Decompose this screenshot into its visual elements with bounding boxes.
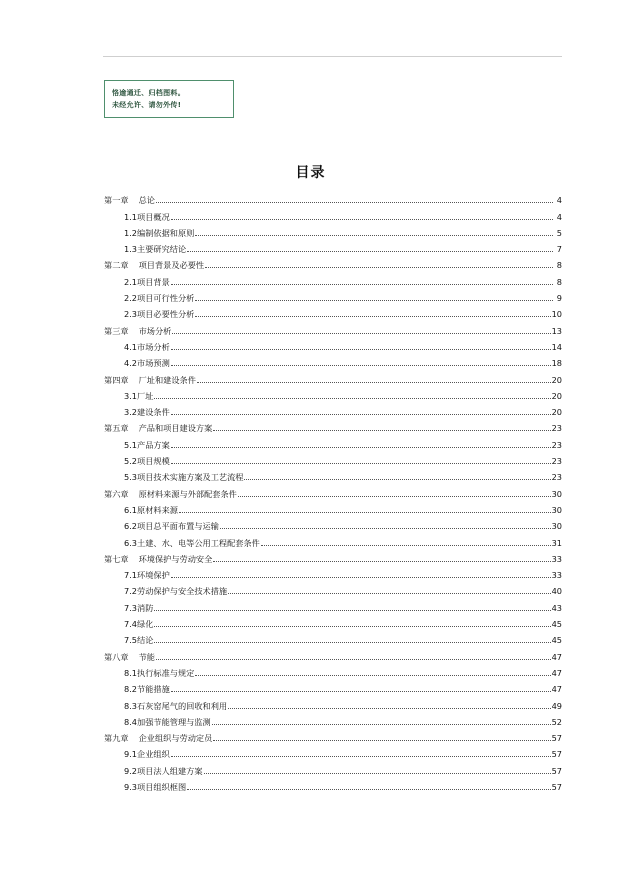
toc-entry-title: 消防 xyxy=(137,602,154,613)
toc-chapter-entry[interactable] xyxy=(104,418,562,434)
toc-entry-title: 结论 xyxy=(137,635,154,646)
toc-entry-title: 原材料来源与外部配套条件 xyxy=(138,488,237,499)
toc-entry-number: 2.2 xyxy=(124,293,138,304)
toc-entry-label xyxy=(104,375,196,386)
toc-section-entry[interactable] xyxy=(104,679,562,695)
toc-entry-number: 第三章 xyxy=(104,325,129,336)
toc-entry-title: 项目可行性分析 xyxy=(137,293,195,304)
toc-page-number: 31 xyxy=(551,537,562,548)
toc-section-entry[interactable] xyxy=(104,581,562,597)
toc-entry-number: 6.1 xyxy=(124,504,138,515)
toc-entry-label xyxy=(124,619,153,630)
toc-dot-leader xyxy=(238,496,551,497)
toc-dot-leader xyxy=(171,365,551,366)
toc-entry-title: 市场分析 xyxy=(137,341,170,352)
toc-entry-number: 5.1 xyxy=(124,439,138,450)
toc-dot-leader xyxy=(171,691,551,692)
toc-entry-label xyxy=(124,603,153,614)
toc-entry-title: 土建、水、电等公用工程配套条件 xyxy=(137,537,260,548)
toc-entry-title: 原材料来源 xyxy=(137,504,178,515)
toc-dot-leader xyxy=(213,740,550,741)
toc-section-entry[interactable] xyxy=(104,663,562,679)
toc-entry-number: 第四章 xyxy=(104,374,129,385)
toc-dot-leader xyxy=(171,577,551,578)
toc-dot-leader xyxy=(154,398,550,399)
toc-entry-label xyxy=(124,391,153,402)
toc-entry-number: 7.4 xyxy=(124,619,138,630)
notice-stamp xyxy=(104,80,234,118)
toc-page-number: 57 xyxy=(551,765,562,776)
toc-entry-title: 项目必要性分析 xyxy=(137,309,195,320)
toc-entry-label xyxy=(104,326,171,337)
toc-section-entry[interactable] xyxy=(104,239,562,255)
toc-page-number: 45 xyxy=(551,635,562,646)
toc-section-entry[interactable] xyxy=(104,353,562,369)
toc-dot-leader xyxy=(187,251,553,252)
toc-entry-label xyxy=(124,717,211,728)
toc-section-entry[interactable] xyxy=(104,434,562,450)
table-of-contents xyxy=(104,190,562,793)
toc-entry-label xyxy=(124,228,194,239)
toc-entry-number: 8.2 xyxy=(124,684,138,695)
toc-entry-title: 环境保护 xyxy=(137,570,170,581)
toc-section-entry[interactable] xyxy=(104,760,562,776)
toc-dot-leader xyxy=(171,284,553,285)
toc-dot-leader xyxy=(244,479,550,480)
toc-entry-number: 7.1 xyxy=(124,570,138,581)
toc-page-number: 30 xyxy=(551,521,562,532)
toc-entry-number: 6.3 xyxy=(124,537,138,548)
toc-dot-leader xyxy=(171,463,551,464)
toc-dot-leader xyxy=(195,675,550,676)
toc-section-entry[interactable] xyxy=(104,712,562,728)
toc-entry-label xyxy=(104,652,155,663)
toc-entry-title: 企业组织与劳动定员 xyxy=(138,733,213,744)
toc-entry-number: 8.3 xyxy=(124,700,138,711)
toc-entry-label xyxy=(124,440,170,451)
toc-entry-label xyxy=(124,342,170,353)
toc-section-entry[interactable] xyxy=(104,467,562,483)
toc-page-number: 14 xyxy=(551,341,562,352)
toc-entry-number: 第二章 xyxy=(104,260,129,271)
toc-entry-label xyxy=(104,423,212,434)
toc-page-number: 4 xyxy=(556,195,562,206)
toc-entry-number: 9.1 xyxy=(124,749,138,760)
toc-page-number: 8 xyxy=(556,260,562,271)
toc-section-entry[interactable] xyxy=(104,402,562,418)
toc-entry-title: 项目背景及必要性 xyxy=(138,260,205,271)
toc-page-number: 30 xyxy=(551,488,562,499)
toc-entry-title: 市场预测 xyxy=(137,358,170,369)
toc-section-entry[interactable] xyxy=(104,744,562,760)
toc-page-number: 20 xyxy=(551,407,562,418)
toc-dot-leader xyxy=(261,545,551,546)
toc-section-entry[interactable] xyxy=(104,565,562,581)
stamp-line-1: 恪逾通迁、归档图料。 xyxy=(112,89,185,97)
toc-entry-title: 厂址 xyxy=(137,390,154,401)
toc-section-entry[interactable] xyxy=(104,271,562,287)
toc-dot-leader xyxy=(154,642,550,643)
toc-entry-number: 第九章 xyxy=(104,733,129,744)
toc-entry-number: 1.1 xyxy=(124,211,138,222)
toc-entry-number: 9.3 xyxy=(124,781,138,792)
toc-dot-leader xyxy=(228,708,550,709)
toc-section-entry[interactable] xyxy=(104,386,562,402)
toc-dot-leader xyxy=(172,333,550,334)
toc-dot-leader xyxy=(187,789,550,790)
toc-dot-leader xyxy=(204,773,551,774)
toc-entry-title: 总论 xyxy=(138,195,155,206)
toc-page-number: 30 xyxy=(551,504,562,515)
toc-entry-label xyxy=(124,407,170,418)
toc-dot-leader xyxy=(212,724,551,725)
toc-entry-title: 产品方案 xyxy=(137,439,170,450)
toc-page-number: 4 xyxy=(556,211,562,222)
toc-page-number: 33 xyxy=(551,553,562,564)
toc-entry-label xyxy=(124,701,227,712)
toc-dot-leader xyxy=(171,447,551,448)
toc-dot-leader xyxy=(220,528,551,529)
toc-entry-title: 节能措施 xyxy=(137,684,170,695)
toc-page-number: 47 xyxy=(551,684,562,695)
toc-entry-number: 3.1 xyxy=(124,390,138,401)
toc-dot-leader xyxy=(205,267,553,268)
toc-entry-label xyxy=(124,212,170,223)
toc-entry-title: 加强节能管理与监测 xyxy=(137,716,211,727)
toc-page-number: 33 xyxy=(551,570,562,581)
toc-entry-label xyxy=(124,521,219,532)
toc-section-entry[interactable] xyxy=(104,532,562,548)
toc-entry-label xyxy=(104,195,155,206)
toc-page-number: 52 xyxy=(551,716,562,727)
toc-entry-number: 3.2 xyxy=(124,407,138,418)
toc-chapter-entry[interactable] xyxy=(104,320,562,336)
toc-page-number: 23 xyxy=(551,439,562,450)
toc-section-entry[interactable] xyxy=(104,206,562,222)
toc-entry-number: 1.2 xyxy=(124,227,138,238)
toc-entry-label xyxy=(124,586,227,597)
toc-section-entry[interactable] xyxy=(104,304,562,320)
toc-dot-leader xyxy=(195,235,553,236)
toc-page-number: 18 xyxy=(551,358,562,369)
toc-entry-label xyxy=(124,277,170,288)
toc-entry-label xyxy=(124,749,170,760)
toc-dot-leader xyxy=(171,414,551,415)
toc-dot-leader xyxy=(179,512,551,513)
toc-entry-title: 企业组织 xyxy=(137,749,170,760)
toc-entry-label xyxy=(124,782,186,793)
toc-page-number: 43 xyxy=(551,602,562,613)
toc-entry-title: 绿化 xyxy=(137,619,154,630)
toc-chapter-entry[interactable] xyxy=(104,728,562,744)
toc-entry-label xyxy=(124,293,194,304)
toc-entry-number: 5.3 xyxy=(124,472,138,483)
toc-section-entry[interactable] xyxy=(104,614,562,630)
toc-entry-title: 建设条件 xyxy=(137,407,170,418)
toc-entry-label xyxy=(124,635,153,646)
toc-dot-leader xyxy=(171,756,551,757)
toc-entry-label xyxy=(124,456,170,467)
toc-entry-label xyxy=(124,309,194,320)
toc-dot-leader xyxy=(197,382,551,383)
toc-page-number: 23 xyxy=(551,423,562,434)
toc-dot-leader xyxy=(171,219,553,220)
toc-entry-number: 8.4 xyxy=(124,716,138,727)
toc-entry-label xyxy=(124,668,194,679)
toc-page-number: 49 xyxy=(551,700,562,711)
toc-entry-label xyxy=(124,472,243,483)
toc-entry-label xyxy=(124,538,260,549)
toc-entry-title: 项目背景 xyxy=(137,276,170,287)
toc-entry-label xyxy=(104,260,204,271)
stamp-line-2: 未经允许、请勿外传! xyxy=(112,101,182,109)
toc-entry-number: 第五章 xyxy=(104,423,129,434)
toc-page-number: 9 xyxy=(556,293,562,304)
toc-entry-number: 第七章 xyxy=(104,553,129,564)
toc-entry-number: 4.2 xyxy=(124,358,138,369)
toc-page-number: 47 xyxy=(551,651,562,662)
toc-dot-leader xyxy=(154,610,550,611)
toc-section-entry[interactable] xyxy=(104,630,562,646)
toc-entry-number: 2.3 xyxy=(124,309,138,320)
toc-section-entry[interactable] xyxy=(104,597,562,613)
toc-entry-title: 项目规模 xyxy=(137,456,170,467)
toc-chapter-entry[interactable] xyxy=(104,646,562,662)
toc-section-entry[interactable] xyxy=(104,516,562,532)
toc-entry-title: 执行标准与规定 xyxy=(137,667,195,678)
toc-entry-number: 5.2 xyxy=(124,456,138,467)
toc-entry-label xyxy=(124,358,170,369)
toc-page-number: 47 xyxy=(551,667,562,678)
toc-entry-title: 项目技术实施方案及工艺流程 xyxy=(137,472,244,483)
toc-entry-label xyxy=(104,489,237,500)
toc-section-entry[interactable] xyxy=(104,223,562,239)
toc-section-entry[interactable] xyxy=(104,500,562,516)
toc-entry-label xyxy=(104,733,212,744)
toc-page-number: 40 xyxy=(551,586,562,597)
toc-entry-title: 环境保护与劳动安全 xyxy=(138,553,213,564)
toc-entry-title: 主要研究结论 xyxy=(137,244,187,255)
toc-entry-number: 7.2 xyxy=(124,586,138,597)
toc-section-entry[interactable] xyxy=(104,695,562,711)
toc-page-number: 20 xyxy=(551,390,562,401)
toc-page-number: 57 xyxy=(551,781,562,792)
toc-page-number: 23 xyxy=(551,456,562,467)
toc-page-number: 57 xyxy=(551,733,562,744)
toc-chapter-entry[interactable] xyxy=(104,549,562,565)
toc-dot-leader xyxy=(213,430,550,431)
toc-section-entry[interactable] xyxy=(104,451,562,467)
toc-chapter-entry[interactable] xyxy=(104,255,562,271)
toc-entry-number: 6.2 xyxy=(124,521,138,532)
toc-entry-label xyxy=(124,684,170,695)
toc-page-number: 13 xyxy=(551,325,562,336)
toc-entry-title: 市场分析 xyxy=(138,325,172,336)
toc-entry-title: 节能 xyxy=(138,651,155,662)
toc-entry-label xyxy=(124,505,178,516)
toc-entry-label xyxy=(104,554,212,565)
toc-page-number: 45 xyxy=(551,619,562,630)
toc-entry-title: 项目总平面布置与运输 xyxy=(137,521,219,532)
toc-page-number: 23 xyxy=(551,472,562,483)
toc-entry-number: 8.1 xyxy=(124,667,138,678)
toc-entry-number: 第八章 xyxy=(104,651,129,662)
toc-dot-leader xyxy=(228,593,550,594)
header-rule xyxy=(103,56,562,57)
toc-page-number: 5 xyxy=(556,227,562,238)
toc-entry-label xyxy=(124,244,186,255)
toc-entry-number: 2.1 xyxy=(124,276,138,287)
toc-entry-number: 第一章 xyxy=(104,195,129,206)
toc-page-number: 57 xyxy=(551,749,562,760)
toc-entry-number: 9.2 xyxy=(124,765,138,776)
toc-section-entry[interactable] xyxy=(104,288,562,304)
toc-dot-leader xyxy=(154,626,550,627)
toc-page-number: 20 xyxy=(551,374,562,385)
page-title: 目录 xyxy=(295,165,326,181)
toc-entry-label xyxy=(124,570,170,581)
toc-entry-number: 1.3 xyxy=(124,244,138,255)
toc-page-number: 8 xyxy=(556,276,562,287)
toc-chapter-entry[interactable] xyxy=(104,190,562,206)
toc-entry-title: 厂址和建设条件 xyxy=(138,374,196,385)
toc-entry-label xyxy=(124,766,203,777)
toc-section-entry[interactable] xyxy=(104,777,562,793)
toc-page-number: 10 xyxy=(551,309,562,320)
toc-entry-title: 项目概况 xyxy=(137,211,170,222)
toc-dot-leader xyxy=(171,349,551,350)
toc-entry-title: 项目组织框图 xyxy=(137,781,187,792)
toc-entry-title: 项目法人组建方案 xyxy=(137,765,203,776)
toc-chapter-entry[interactable] xyxy=(104,369,562,385)
toc-entry-title: 产品和项目建设方案 xyxy=(138,423,213,434)
toc-entry-title: 编制依据和原则 xyxy=(137,227,195,238)
toc-dot-leader xyxy=(195,300,553,301)
toc-entry-title: 石灰窑尾气的回收和利用 xyxy=(137,700,228,711)
toc-page-number: 7 xyxy=(556,244,562,255)
toc-entry-title: 劳动保护与安全技术措施 xyxy=(137,586,228,597)
toc-entry-number: 第六章 xyxy=(104,488,129,499)
toc-dot-leader xyxy=(156,659,551,660)
toc-entry-number: 7.3 xyxy=(124,602,138,613)
toc-chapter-entry[interactable] xyxy=(104,483,562,499)
toc-entry-number: 7.5 xyxy=(124,635,138,646)
toc-section-entry[interactable] xyxy=(104,337,562,353)
toc-entry-number: 4.1 xyxy=(124,341,138,352)
toc-dot-leader xyxy=(195,316,550,317)
toc-dot-leader xyxy=(156,202,553,203)
toc-dot-leader xyxy=(213,561,550,562)
